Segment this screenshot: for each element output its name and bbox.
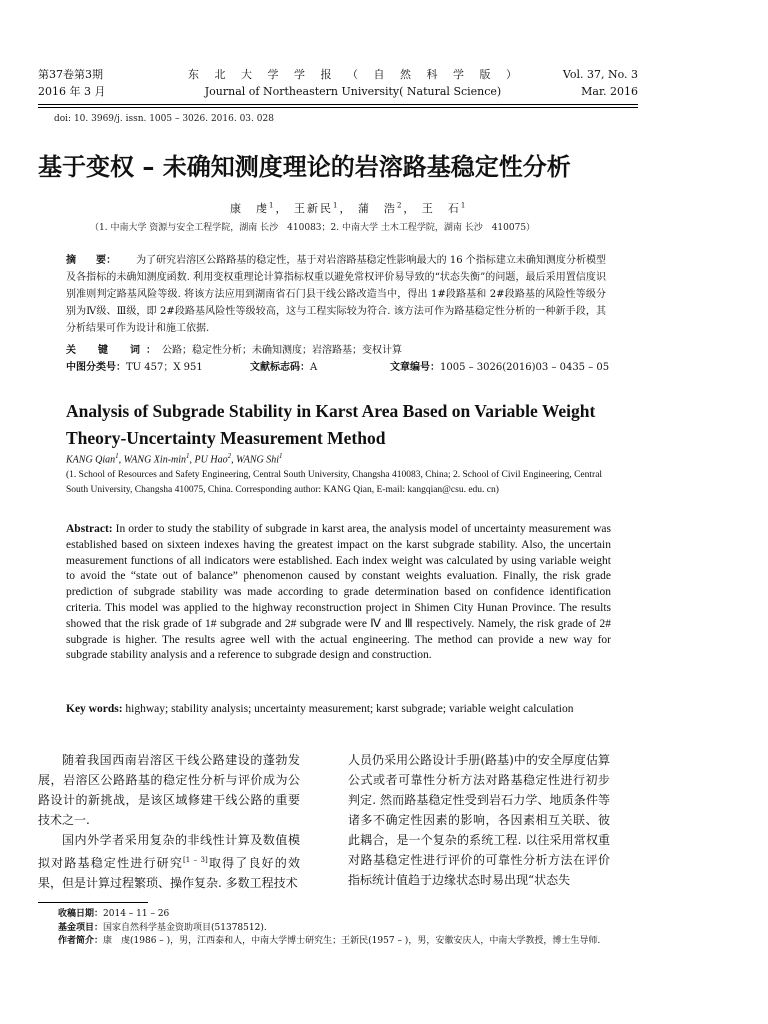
- abstract-en-label: Abstract:: [66, 523, 113, 535]
- date-cn: 2016 年 3 月: [38, 85, 106, 98]
- author-sup: 1: [186, 452, 190, 460]
- footnote-author: [58, 935, 638, 949]
- clc-value: TU 457；X 951: [126, 362, 203, 373]
- article-number-label: 文章编号：: [390, 362, 440, 373]
- header-volume-cn: [38, 66, 105, 100]
- header-volume-en: [563, 66, 638, 100]
- body-paragraph: 人员仍采用公路设计手册(路基)中的安全厚度估算公式或者可靠性分析方法对路基稳定性进行初步判定. 然而路基稳定性受到岩石力学、地质条件等诸多不确定性因素的影响，各因素相互关联、彼此耦合，是一个复杂的系统工程. 以往采用常权重对路基稳定性进行评价的可靠性分析方法在评价指标统计值趋于边缘状态时易出现“状态失: [348, 753, 610, 887]
- abstract-cn-text: 为了研究岩溶区公路路基的稳定性，基于对岩溶路基稳定性影响最大的 16 个指标建立未确知测度分析模型及各指标的未确知测度函数. 利用变权重理论计算指标权重以避免常权评价易导致的“状态失衡”的问题，最后采用置信度识别准则判定路基风险等级. 将该方法应用到湖南省石门县干线公路改造当中，得出 1#段路基和 2#段路基的风险性等级分别为Ⅳ级、Ⅲ级，即 2#段路基风险性等级较高，这与工程实际较为符合. 该方法可作为路基稳定性分析的一种新手段，其分析结果可作为设计和施工依据.: [66, 255, 606, 334]
- body-column-left: [38, 750, 300, 893]
- author-sup: 2: [227, 452, 232, 460]
- keywords-cn-label: 关 键 词：: [66, 345, 162, 356]
- keywords-cn-text: 公路；稳定性分析；未确知测度；岩溶路基；变权计算: [162, 345, 402, 356]
- author-en: PU Hao: [194, 454, 228, 466]
- body-paragraph: 随着我国西南岩溶区干线公路建设的蓬勃发展，岩溶区公路路基的稳定性分析与评价成为公路设计的新挑战，是该区域修建干线公路的重要技术之一.: [38, 753, 300, 827]
- abstract-cn-label: 摘 要：: [66, 255, 117, 266]
- citation-ref[interactable]: [1 – 3]: [183, 856, 208, 864]
- author-en: WANG Xin-min: [123, 454, 187, 466]
- author-cn: 王 石: [421, 202, 461, 215]
- received-label: 收稿日期：: [58, 909, 104, 919]
- authors-en: KANG Qian$^1$, WANG Xin-$\min^1$, PU Hao$^2$, WANG Shi$^1$: [66, 452, 283, 466]
- received-date: 2014 – 11 – 26: [103, 909, 170, 919]
- author-bio-text: 康 虔(1986 – )，男，江西泰和人，中南大学博士研究生；王新民(1957 – )，男，安徽安庆人，中南大学教授，博士生导师.: [103, 936, 601, 946]
- keywords-en-text: highway; stability analysis; uncertainty measurement; karst subgrade; variable weight calculation: [122, 703, 574, 715]
- authors-cn: 康 虔$^1$， 王新民$^1$， 蒲 浩$^2$， 王 石$^1$: [230, 201, 468, 215]
- author-sup: 1: [269, 201, 276, 210]
- abstract-en-text: In order to study the stability of subgrade in karst area, the analysis model of uncertainty measurement was established based on sixteen indexes having the greatest impact on the karst subgrade stability. Also, the uncertain measurement functions of all indicators were established. Each index weight was calculated by using variable weight to avoid the “state out of balance” phenomenon caused by constant weights evaluation. Finally, the risk grade prediction of subgrade stability was made according to grade determination based on confidence identification criteria. This model was applied to the highway reconstruction project in Shimen City Hunan Province. The results showed that the risk grade of 1# subgrade and 2# subgrade were Ⅳ and Ⅲ respectively. Namely, the risk grade of 2# subgrade is higher. The results agree well with the actual engineering. The method can provide a new way for subgrade stability analysis and a reference to subgrade design and construction.: [66, 523, 611, 662]
- author-sup: 1: [332, 201, 340, 210]
- document-code-value: A: [310, 362, 318, 373]
- footnote-received: [58, 908, 638, 922]
- journal-name-en: Journal of Northeastern University( Natural Science): [204, 85, 502, 98]
- header-rule-thin: [38, 107, 638, 108]
- author-sup: 1: [115, 452, 119, 460]
- author-cn: 蒲 浩: [357, 202, 397, 215]
- body-text: 取得了良好的效果，但是计算过程繁琐、操作复杂. 多数工程技术: [38, 856, 300, 890]
- abstract-en: [66, 522, 611, 664]
- author-cn: 康 虔: [230, 202, 269, 215]
- fund-text: 国家自然科学基金资助项目(51378512).: [103, 922, 267, 933]
- document-code-label: 文献标志码：: [250, 362, 310, 373]
- body-text: 国内外学者采用复杂的非线性计算及数值模拟对路基稳定性进行研究: [38, 833, 300, 870]
- author-en: WANG Shi: [236, 454, 280, 466]
- footnote-rule: [38, 902, 148, 903]
- header-journal: [188, 66, 523, 100]
- header-rule: [38, 104, 638, 105]
- title-en: Analysis of Subgrade Stability in Karst Area Based on Variable Weight Theory-Uncertainty Measurement Method: [66, 401, 596, 448]
- article-number: [390, 359, 609, 376]
- keywords-cn: [66, 342, 606, 359]
- keywords-en-label: Key words:: [66, 703, 123, 715]
- article-number-value: 1005 – 3026(2016)03 – 0435 – 05: [440, 362, 610, 373]
- author-en: KANG Qian: [66, 454, 116, 466]
- affiliations-cn: （1. 中南大学 资源与安全工程学院，湖南 长沙 410083；2. 中南大学 土木工程学院，湖南 长沙 410075）: [90, 223, 536, 233]
- running-header: [38, 66, 638, 102]
- volume-en: Vol. 37, No. 3: [562, 68, 638, 81]
- date-en: Mar. 2016: [581, 85, 638, 98]
- author-sup: 1: [279, 452, 283, 460]
- author-cn: 王新民: [293, 202, 333, 215]
- author-sup: 2: [396, 201, 404, 210]
- title-cn: 基于变权 – 未确知测度理论的岩溶路基稳定性分析: [38, 153, 571, 181]
- body-paragraph: [38, 830, 300, 893]
- document-code: [250, 359, 317, 376]
- clc-label: 中图分类号：: [66, 362, 126, 373]
- clc-number: [66, 359, 203, 376]
- fund-label: 基金项目：: [58, 922, 104, 933]
- affiliations-en: (1. School of Resources and Safety Engineering, Central South University, Changsha 410083, China; 2. School of Civil Engineering, Central South University, Changsha 410075, China. Corresponding author: KANG Qian, E-mail: kangqian@csu. edu. cn): [66, 470, 603, 495]
- author-sup: 1: [460, 201, 468, 210]
- volume-cn: 第37卷第3期: [38, 68, 103, 81]
- author-bio-label: 作者简介：: [58, 936, 104, 946]
- footnote-fund: [58, 922, 638, 936]
- keywords-en: [66, 702, 611, 718]
- abstract-cn: [66, 252, 606, 337]
- footnotes: [58, 908, 638, 949]
- doi[interactable]: doi: 10. 3969/j. issn. 1005 – 3026. 2016. 03. 028: [54, 114, 274, 124]
- body-column-right: [348, 750, 610, 890]
- journal-name-cn: 东 北 大 学 学 报 （ 自 然 科 学 版 ）: [188, 68, 523, 81]
